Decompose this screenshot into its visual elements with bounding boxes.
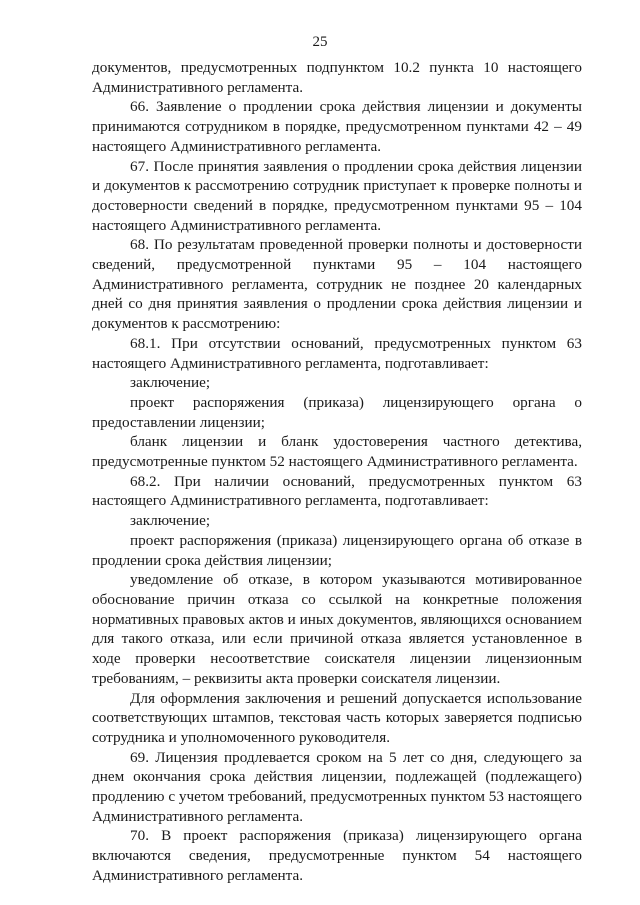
document-body [92, 58, 582, 886]
paragraph-continuation: документов, предусмотренных подпунктом 10.2 пункта 10 настоящего Административного регламента. [92, 59, 582, 96]
paragraph-68: 68. По результатам проведенной проверки полноты и достоверности сведений, предусмотренной пунктами 95 – 104 настоящего Административного регламента, сотрудник не позднее 20 календарных дней со дня принятия заявления о продлении срока действия лицензии и документов к рассмотрению: [92, 236, 582, 333]
list-item-license-forms: бланк лицензии и бланк удостоверения частного детектива, предусмотренные пунктом 52 настоящего Административного регламента. [92, 433, 582, 471]
list-item-conclusion: заключение; [130, 512, 211, 530]
list-item-draft-order: проект распоряжения (приказа) лицензирующего органа о предоставлении лицензии; [92, 393, 582, 431]
paragraph-66: 66. Заявление о продлении срока действия лицензии и документы принимаются сотрудником в порядке, предусмотренном пунктами 42 – 49 настоящего Административного регламента. [92, 98, 582, 155]
list-item-conclusion: заключение; [130, 374, 211, 392]
paragraph-70: 70. В проект распоряжения (приказа) лицензирующего органа включаются сведения, предусмотренные пунктом 54 настоящего Административного регламента. [92, 827, 582, 884]
list-item-refusal-notice: уведомление об отказе, в котором указываются мотивированное обоснование причин отказа со ссылкой на конкретные положения нормативных правовых актов и иных документов, являющихся основанием для такого отказа, или если причиной отказа является установленное в ходе проверки несоответствие соискателя лицензии лицензионным требованиям, – реквизиты акта проверки соискателя лицензии. [92, 571, 582, 687]
paragraph-68-1: 68.1. При отсутствии оснований, предусмотренных пунктом 63 настоящего Административного регламента, подготавливает: [92, 334, 582, 372]
paragraph-stamps: Для оформления заключения и решений допускается использование соответствующих штампов, текстовая часть которых заверяется подписью сотрудника и уполномоченного руководителя. [92, 689, 582, 746]
list-item-draft-refusal-order: проект распоряжения (приказа) лицензирующего органа об отказе в продлении срока действия лицензии; [92, 531, 582, 569]
paragraph-69: 69. Лицензия продлевается сроком на 5 лет со дня, следующего за днем окончания срока действия лицензии, подлежащей (подлежащего) продлению с учетом требований, предусмотренных пунктом 53 настоящего Административного регламента. [92, 748, 582, 825]
page-number: 25 [312, 34, 328, 50]
paragraph-68-2: 68.2. При наличии оснований, предусмотренных пунктом 63 настоящего Административного регламента, подготавливает: [92, 472, 582, 510]
paragraph-67: 67. После принятия заявления о продлении срока действия лицензии и документов к рассмотрению сотрудник приступает к проверке полноты и достоверности сведений в порядке, предусмотренном пунктами 95 – 104 настоящего Административного регламента. [92, 157, 582, 234]
